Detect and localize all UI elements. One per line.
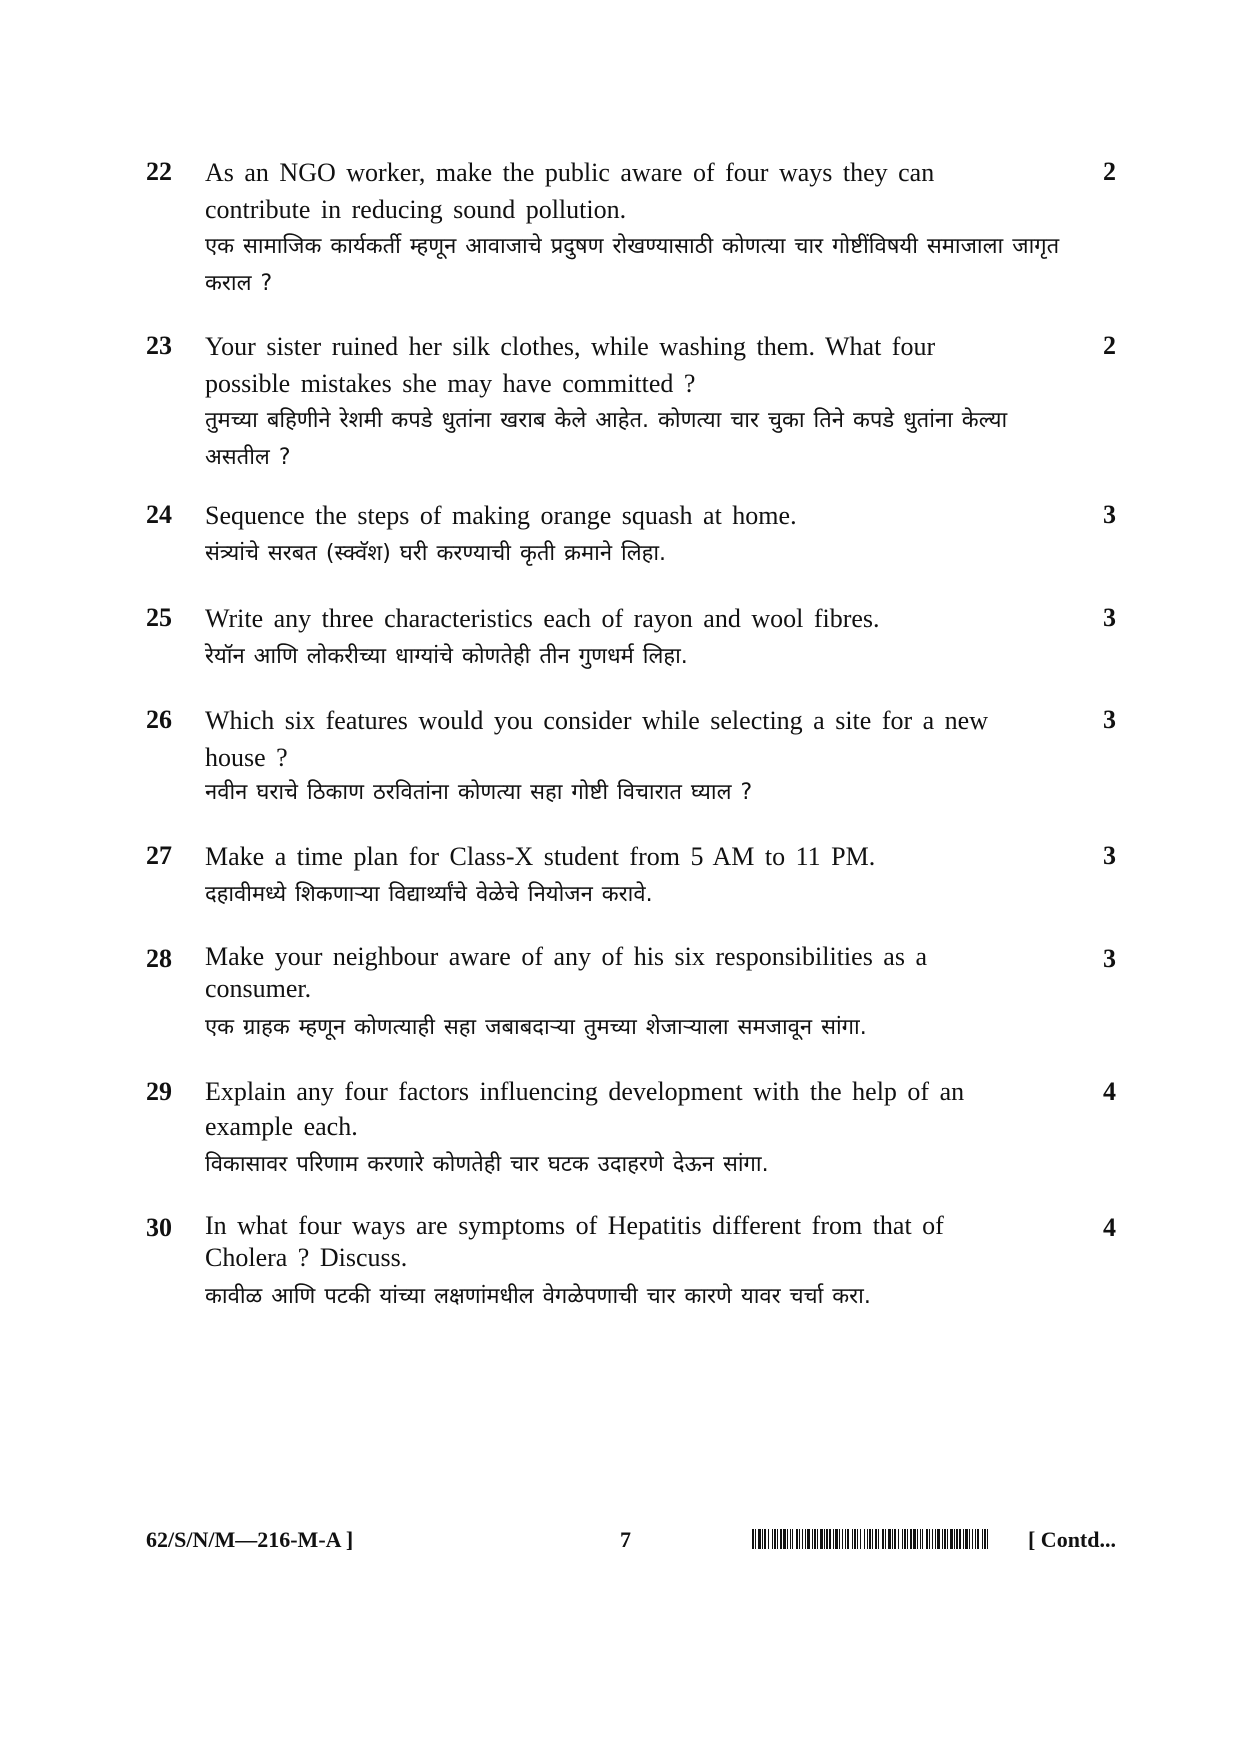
question-text-english: Explain any four factors influencing development with the help of an example each. <box>205 1077 965 1141</box>
question-text-english: Write any three characteristics each of rayon and wool fibres. <box>205 604 880 633</box>
question-marks: 3 <box>1103 841 1116 870</box>
question-marks: 3 <box>1103 603 1116 632</box>
question-text-marathi: रेयॉन आणि लोकरीच्या धाग्यांचे कोणतेही तीन गुणधर्म लिहा. <box>205 644 688 669</box>
question-marks: 3 <box>1103 500 1116 529</box>
question-number: 30 <box>146 1213 172 1242</box>
question-number: 22 <box>146 157 172 186</box>
question-number: 29 <box>146 1077 172 1106</box>
page-number: 7 <box>620 1527 631 1552</box>
question-marks: 3 <box>1103 705 1116 734</box>
question-marks: 3 <box>1103 944 1116 973</box>
question-28 <box>0 941 1240 1081</box>
question-text-marathi: विकासावर परिणाम करणारे कोणतेही चार घटक उदाहरणे देऊन सांगा. <box>205 1152 769 1177</box>
question-text-marathi: कावीळ आणि पटकी यांच्या लक्षणांमधील वेगळेपणाची चार कारणे यावर चर्चा करा. <box>205 1284 871 1309</box>
question-22 <box>0 154 1240 294</box>
continued-label: [ Contd... <box>1027 1527 1116 1552</box>
question-text-marathi: एक ग्राहक म्हणून कोणत्याही सहा जबाबदाऱ्या तुमच्या शेजाऱ्याला समजावून सांगा. <box>205 1015 867 1040</box>
question-number: 27 <box>146 841 172 870</box>
question-text-marathi: तुमच्या बहिणीने रेशमी कपडे धुतांना खराब केले आहेत. कोणत्या चार चुका तिने कपडे धुतांना केल्या असतील ? <box>205 408 1008 470</box>
question-text-marathi: नवीन घराचे ठिकाण ठरवितांना कोणत्या सहा गोष्टी विचारात घ्याल ? <box>205 780 753 805</box>
question-text-english: Make your neighbour aware of any of his six responsibilities as a consumer. <box>205 942 928 1003</box>
question-text-english: In what four ways are symptoms of Hepatitis different from that of Cholera ? Discuss. <box>205 1211 944 1272</box>
question-29 <box>0 1074 1240 1214</box>
question-marks: 2 <box>1103 157 1116 186</box>
question-30 <box>0 1210 1240 1350</box>
question-number: 28 <box>146 944 172 973</box>
question-text-english: Your sister ruined her silk clothes, while washing them. What four possible mistakes she may have committed ? <box>205 332 936 398</box>
question-text-marathi: संत्र्यांचे सरबत (स्क्वॅश) घरी करण्याची कृती क्रमाने लिहा. <box>205 541 667 566</box>
question-26 <box>0 702 1240 842</box>
question-marks: 2 <box>1103 331 1116 360</box>
paper-code: 62/S/N/M—216-M-A ] <box>146 1527 354 1552</box>
question-number: 23 <box>146 331 172 360</box>
question-marks: 4 <box>1103 1213 1116 1242</box>
question-text-english: Sequence the steps of making orange squash at home. <box>205 501 797 530</box>
question-text-english: As an NGO worker, make the public aware of four ways they can contribute in reducing sound pollution. <box>205 158 935 224</box>
question-text-english: Make a time plan for Class-X student from 5 AM to 11 PM. <box>205 842 876 871</box>
barcode-icon <box>752 1529 988 1549</box>
question-text-marathi: दहावीमध्ये शिकणाऱ्या विद्यार्थ्यांचे वेळेचे नियोजन करावे. <box>205 882 653 907</box>
question-number: 25 <box>146 603 172 632</box>
question-text-marathi: एक सामाजिक कार्यकर्ती म्हणून आवाजाचे प्रदुषण रोखण्यासाठी कोणत्या चार गोष्टींविषयी समाजाला जागृत कराल ? <box>205 234 1060 296</box>
question-number: 26 <box>146 705 172 734</box>
page-footer <box>0 1525 1240 1565</box>
question-marks: 4 <box>1103 1077 1116 1106</box>
question-23 <box>0 328 1240 468</box>
question-number: 24 <box>146 500 172 529</box>
question-text-english: Which six features would you consider while selecting a site for a new house ? <box>205 706 988 772</box>
